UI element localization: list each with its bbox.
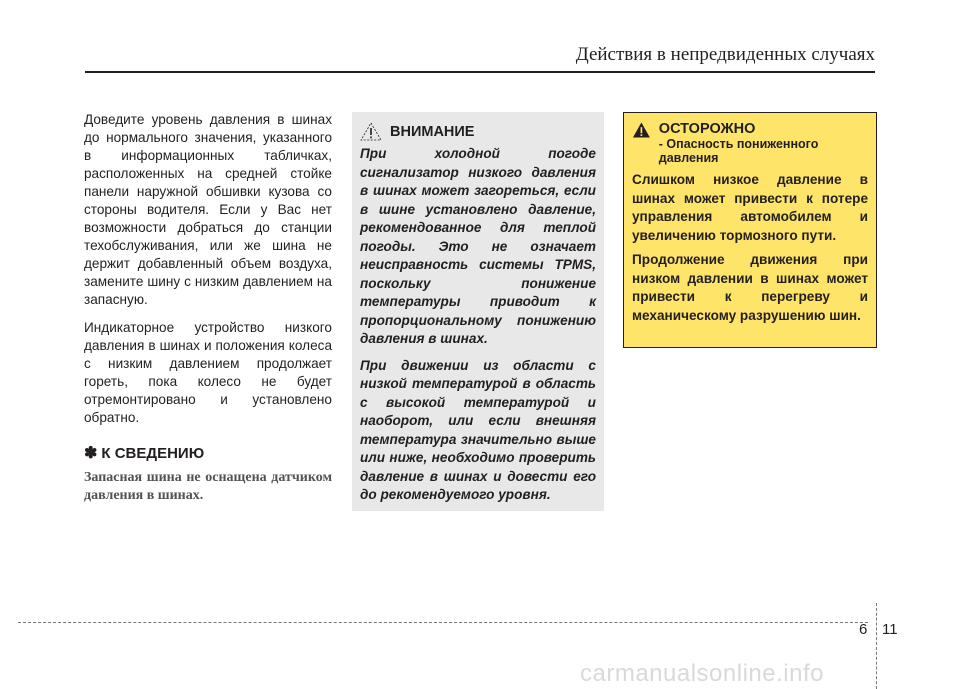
warning-paragraph-2: Продолжение движения при низком давлении в шинах может привести к перегреву и механическому разрушению шин. <box>632 252 868 323</box>
footer-dashed-rule <box>18 622 868 623</box>
warning-heading-block <box>659 121 868 165</box>
header-rule <box>85 71 875 73</box>
attention-triangle-icon <box>360 122 382 141</box>
body-paragraph-2: Индикаторное устройство низкого давления в шинах и положения колеса с низким давлением продолжает гореть, пока колесо не будет отремонтировано и установлено обратно. <box>84 320 332 425</box>
warning-subheading: - Опасность пониженного давления <box>658 137 819 165</box>
attention-heading: ВНИМАНИЕ <box>390 123 475 140</box>
attention-paragraph-2: При движении из области с низкой температурой в область с высокой температурой и наоборот, или если внешняя температура значительно выше или ниже, необходимо проверить давление в шинах и довести его до рекомендуемого уровня. <box>360 357 596 502</box>
attention-paragraph-1: При холодной погоде сигнализатор низкого давления в шинах может загореться, если в шине установлено давление, рекомендованное для теплой погоды. Это не означает неисправность системы TPMS, поскольку понижение температуры приводит к пропорциональному понижению давления в шинах. <box>360 146 596 346</box>
footer-vertical-rule <box>876 603 877 689</box>
warning-triangle-icon <box>632 121 651 139</box>
page-header-title: Действия в непредвиденных случаях <box>575 44 875 65</box>
page-number: 11 <box>882 621 898 638</box>
note-text: Запасная шина не оснащена датчиком давления в шинах. <box>84 470 332 503</box>
warning-heading: ОСТОРОЖНО <box>658 121 756 137</box>
warning-box <box>623 112 877 348</box>
body-paragraph-1: Доведите уровень давления в шинах до нормального значения, указанного в информационных табличках, расположенных на средней стойке панели наружной обшивки кузова со стороны водителя. Если у Вас нет возможности добраться до станции техобслуживания, или же шина не держит добавленный объем воздуха, замените шину с низким давлением на запасную. <box>84 112 332 307</box>
note-heading: К СВЕДЕНИЮ <box>101 445 205 462</box>
note-star-icon: ✽ <box>84 445 98 462</box>
warning-heading-row <box>632 121 868 165</box>
attention-heading-row <box>360 122 596 141</box>
warning-paragraph-1: Слишком низкое давление в шинах может привести к потере управления автомобилем и увеличению тормозного пути. <box>632 172 868 243</box>
attention-box <box>352 112 604 511</box>
main-text-column <box>84 111 332 505</box>
chapter-number: 6 <box>859 621 868 638</box>
note-heading-row <box>84 445 332 463</box>
watermark: carmanualsonline.info <box>580 660 824 687</box>
